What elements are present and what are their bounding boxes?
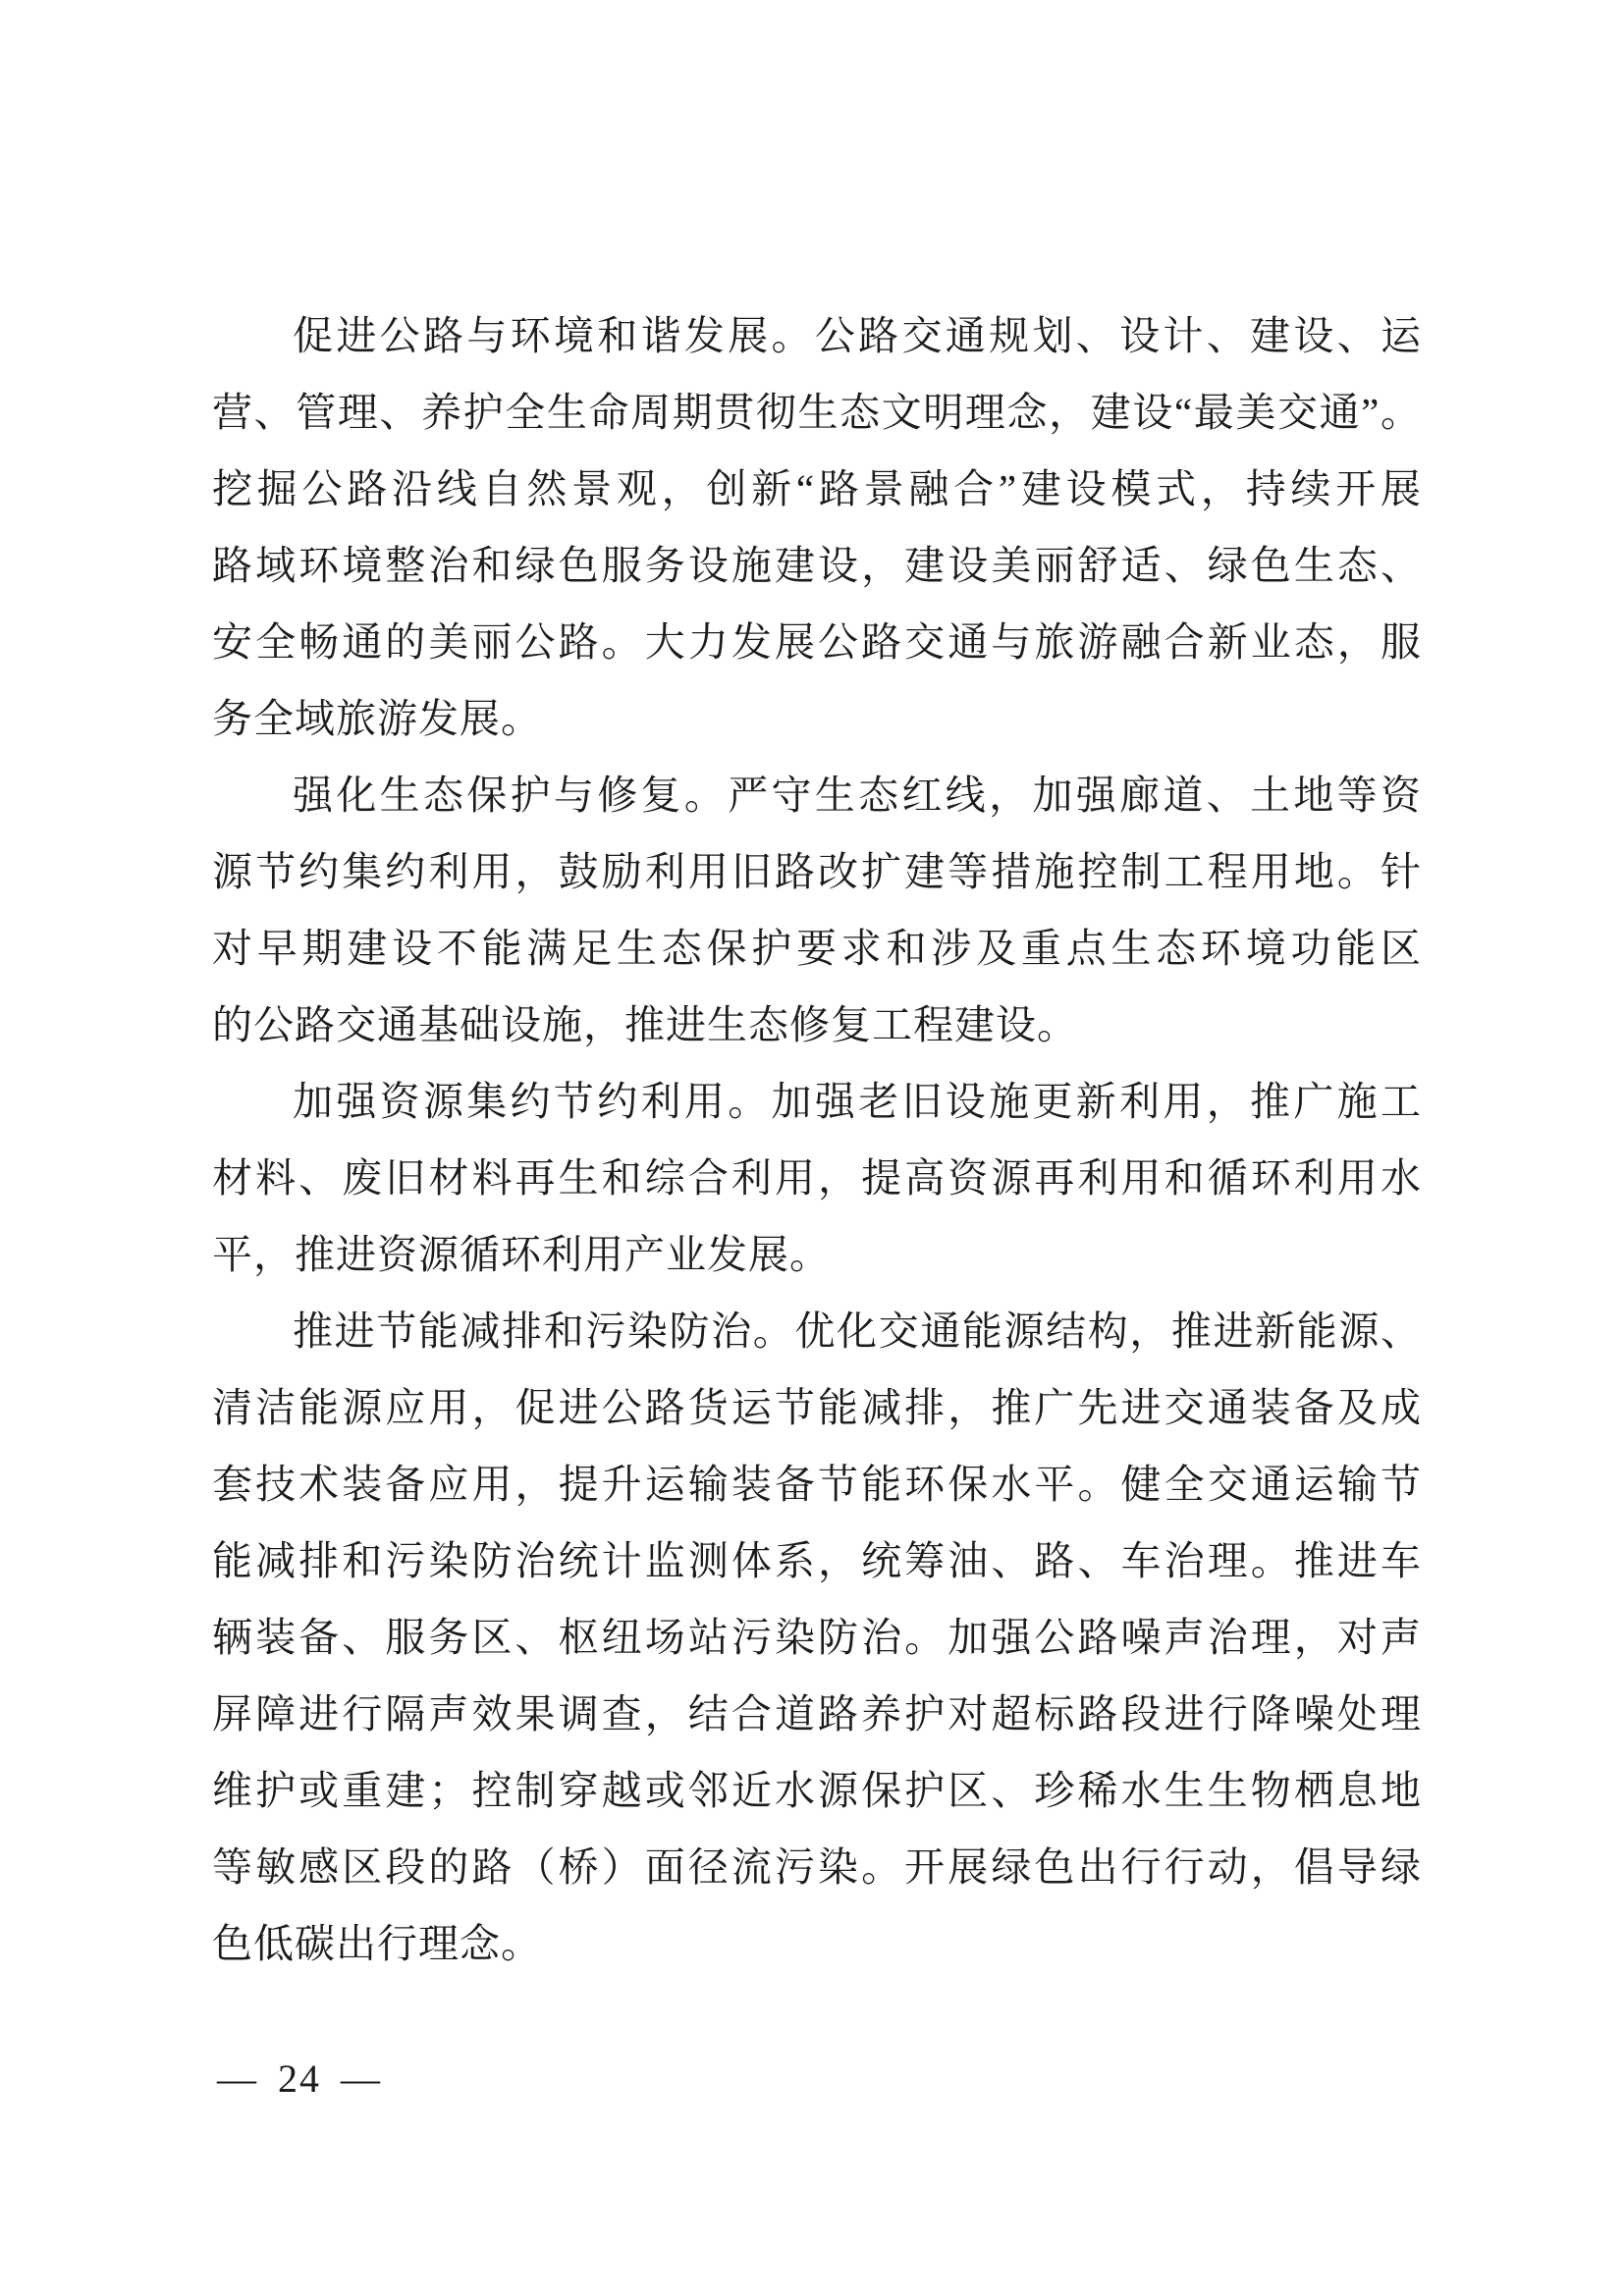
text-line: 材料、废旧材料再生和综合利用，提高资源再利用和循环利用水 bbox=[212, 1155, 1422, 1201]
text-line: 推进节能减排和污染防治。优化交通能源结构，推进新能源、 bbox=[293, 1308, 1422, 1354]
text-line: 加强资源集约节约利用。加强老旧设施更新利用，推广施工 bbox=[293, 1079, 1422, 1124]
text-line: 对早期建设不能满足生态保护要求和涉及重点生态环境功能区 bbox=[212, 926, 1422, 971]
text-line: 平，推进资源循环利用产业发展。 bbox=[212, 1232, 831, 1277]
paragraph bbox=[212, 1293, 1422, 1982]
page-number: — 24 — bbox=[217, 2056, 382, 2101]
text-line: 等敏感区段的路（桥）面径流污染。开展绿色出行行动，倡导绿 bbox=[212, 1844, 1422, 1890]
text-line: 辆装备、服务区、枢纽场站污染防治。加强公路噪声治理，对声 bbox=[212, 1615, 1422, 1660]
text-line: 能减排和污染防治统计监测体系，统筹油、路、车治理。推进车 bbox=[212, 1538, 1422, 1583]
text-line: 屏障进行隔声效果调查，结合道路养护对超标路段进行降噪处理 bbox=[212, 1691, 1422, 1736]
paragraph bbox=[212, 297, 1422, 757]
text-line: 色低碳出行理念。 bbox=[212, 1921, 542, 1966]
paragraph bbox=[212, 1063, 1422, 1293]
text-line: 源节约集约利用，鼓励利用旧路改扩建等措施控制工程用地。针 bbox=[212, 849, 1422, 894]
text-line: 清洁能源应用，促进公路货运节能减排，推广先进交通装备及成 bbox=[212, 1385, 1422, 1430]
paragraph bbox=[212, 757, 1422, 1063]
text-line: 促进公路与环境和谐发展。公路交通规划、设计、建设、运 bbox=[293, 313, 1422, 358]
text-line: 的公路交通基础设施，推进生态修复工程建设。 bbox=[212, 1002, 1078, 1047]
text-line: 套技术装备应用，提升运输装备节能环保水平。健全交通运输节 bbox=[212, 1462, 1422, 1507]
text-line: 营、管理、养护全生命周期贯彻生态文明理念，建设“最美交通”。 bbox=[212, 390, 1422, 435]
text-line: 务全域旅游发展。 bbox=[212, 696, 542, 741]
text-line: 维护或重建；控制穿越或邻近水源保护区、珍稀水生生物栖息地 bbox=[212, 1768, 1422, 1813]
text-line: 路域环境整治和绿色服务设施建设，建设美丽舒适、绿色生态、 bbox=[212, 543, 1422, 588]
text-line: 强化生态保护与修复。严守生态红线，加强廊道、土地等资 bbox=[293, 773, 1422, 818]
text-line: 安全畅通的美丽公路。大力发展公路交通与旅游融合新业态，服 bbox=[212, 619, 1422, 665]
document-body bbox=[212, 297, 1422, 1982]
text-line: 挖掘公路沿线自然景观，创新“路景融合”建设模式，持续开展 bbox=[212, 466, 1422, 511]
